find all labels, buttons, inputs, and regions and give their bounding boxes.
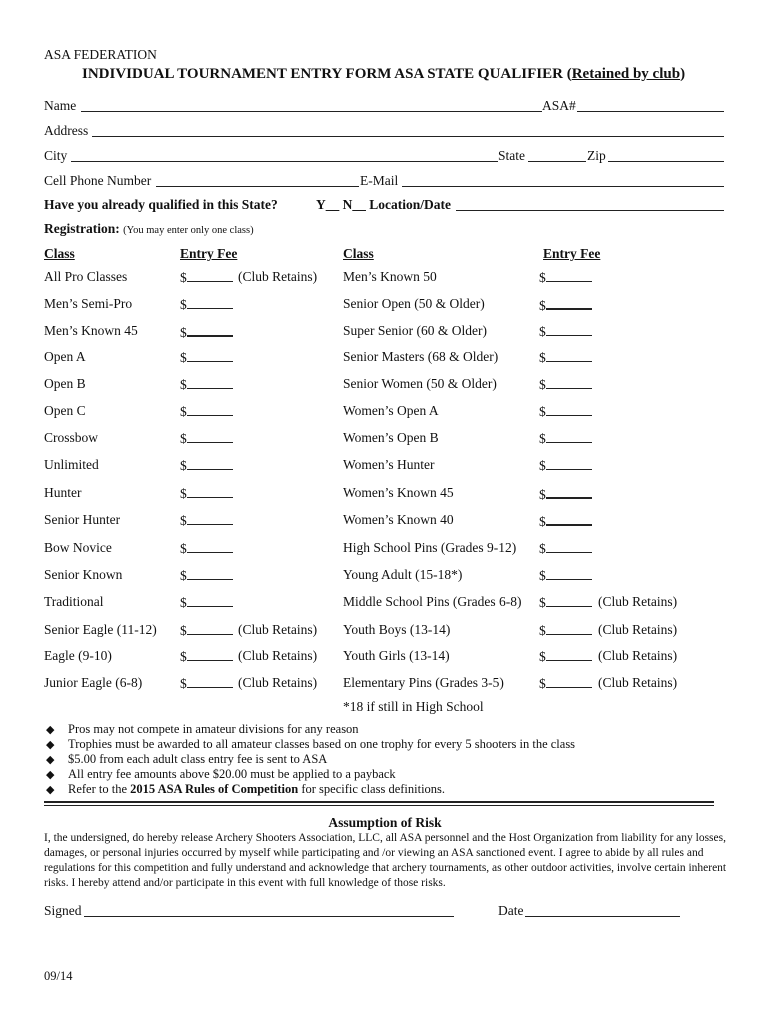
dollar-sign: $ <box>539 458 546 473</box>
dollar-sign: $ <box>539 649 546 664</box>
dollar-sign: $ <box>539 377 546 392</box>
dollar-sign: $ <box>180 270 187 285</box>
entry-fee-field[interactable] <box>539 622 592 639</box>
dollar-sign: $ <box>180 676 187 691</box>
fee-blank[interactable] <box>187 430 233 443</box>
entry-fee-field[interactable] <box>180 648 233 665</box>
dollar-sign: $ <box>180 568 187 583</box>
club-retains-note: (Club Retains) <box>598 622 678 637</box>
entry-fee-field[interactable] <box>180 323 233 341</box>
zip-label: Zip <box>587 148 606 163</box>
dollar-sign: $ <box>539 541 546 556</box>
diamond-bullet-icon: ◆ <box>46 739 55 751</box>
entry-fee-field[interactable] <box>180 376 233 393</box>
entry-fee-field[interactable] <box>539 269 592 286</box>
rule-item: Refer to the 2015 ASA Rules of Competition for specific class definitions. <box>68 782 446 796</box>
class-name: Women’s Open B <box>343 430 439 445</box>
club-retains-note: (Club Retains) <box>598 675 678 690</box>
dollar-sign: $ <box>539 404 546 419</box>
class-name: Crossbow <box>44 430 99 445</box>
entry-fee-field[interactable] <box>180 594 233 611</box>
class-name: Junior Eagle (6-8) <box>44 675 143 690</box>
dollar-sign: $ <box>180 350 187 365</box>
club-retains-note: (Club Retains) <box>238 648 318 663</box>
class-header-left: Class <box>44 246 75 261</box>
club-retains-note: (Club Retains) <box>238 622 318 637</box>
class-name: Eagle (9-10) <box>44 648 112 663</box>
fee-blank[interactable] <box>187 622 233 635</box>
state-label: State <box>498 148 525 163</box>
club-retains-note: (Club Retains) <box>598 648 678 663</box>
dollar-sign: $ <box>180 513 187 528</box>
asa-number-label: ASA# <box>542 98 576 113</box>
class-name: All Pro Classes <box>44 269 128 284</box>
club-retains-note: (Club Retains) <box>238 675 318 690</box>
address-field[interactable] <box>92 136 724 137</box>
entry-fee-field[interactable] <box>180 269 233 286</box>
entry-fee-field[interactable] <box>180 296 233 313</box>
fee-blank[interactable] <box>546 403 592 416</box>
entry-fee-header-right: Entry Fee <box>543 246 601 261</box>
double-rule-bottom <box>44 805 714 806</box>
form-code: 09/14 <box>44 969 73 983</box>
fee-blank[interactable] <box>546 648 592 661</box>
class-name: Traditional <box>44 594 104 609</box>
diamond-bullet-icon: ◆ <box>46 754 55 766</box>
class-name: Hunter <box>44 485 82 500</box>
class-name: Senior Eagle (11-12) <box>44 622 157 637</box>
dollar-sign: $ <box>180 486 187 501</box>
entry-fee-field[interactable] <box>180 675 233 692</box>
zip-field[interactable] <box>608 161 724 162</box>
fee-blank[interactable] <box>187 567 233 580</box>
class-name: Women’s Known 40 <box>343 512 454 527</box>
fee-blank[interactable] <box>546 622 592 635</box>
fee-blank[interactable] <box>546 296 592 310</box>
fee-blank[interactable] <box>187 512 233 525</box>
class-name: Bow Novice <box>44 540 112 555</box>
fee-blank[interactable] <box>546 567 592 580</box>
class-name: Unlimited <box>44 457 99 472</box>
dollar-sign: $ <box>539 431 546 446</box>
class-name: Middle School Pins (Grades 6-8) <box>343 594 522 609</box>
entry-fee-field[interactable] <box>180 622 233 639</box>
dollar-sign: $ <box>180 595 187 610</box>
class-name: Youth Girls (13-14) <box>343 648 450 663</box>
fee-blank[interactable] <box>546 430 592 443</box>
fee-blank[interactable] <box>187 675 233 688</box>
fee-blank[interactable] <box>546 349 592 362</box>
fee-blank[interactable] <box>187 269 233 282</box>
entry-fee-field[interactable] <box>539 457 592 474</box>
dollar-sign: $ <box>539 298 546 313</box>
entry-fee-field[interactable] <box>539 512 592 530</box>
entry-fee-header-left: Entry Fee <box>180 246 238 261</box>
fee-blank[interactable] <box>187 485 233 498</box>
email-label: E-Mail <box>360 173 399 188</box>
dollar-sign: $ <box>180 431 187 446</box>
dollar-sign: $ <box>180 541 187 556</box>
entry-fee-field[interactable] <box>180 540 233 557</box>
entry-fee-field[interactable] <box>539 648 592 665</box>
address-label: Address <box>44 123 89 138</box>
fee-blank[interactable] <box>546 376 592 389</box>
dollar-sign: $ <box>539 568 546 583</box>
entry-fee-field[interactable] <box>539 296 592 314</box>
entry-fee-field[interactable] <box>180 567 233 584</box>
date-field[interactable] <box>525 916 680 917</box>
entry-fee-field[interactable] <box>180 349 233 366</box>
location-date-field[interactable] <box>456 210 724 211</box>
class-name: Senior Hunter <box>44 512 121 527</box>
dollar-sign: $ <box>539 514 546 529</box>
class-name: Elementary Pins (Grades 3-5) <box>343 675 504 690</box>
class-name: Men’s Known 45 <box>44 323 138 338</box>
form-title: INDIVIDUAL TOURNAMENT ENTRY FORM ASA STATE QUALIFIER (Retained by club) <box>82 66 686 82</box>
class-name: Open A <box>44 349 86 364</box>
class-name: Open C <box>44 403 86 418</box>
dollar-sign: $ <box>539 324 546 339</box>
risk-text: I, the undersigned, do hereby release Archery Shooters Association, LLC, all ASA personnel and the Host Organization from liability for any losses, damages, or personal injuries occurred by myself while participating and /or viewing an ASA sanctioned event. I agree to abide by all rules and regulations for this competition and fully understand and acknowledge that archery tournaments, as other outdoor activities, involve certain inherent risks. I hereby attend and/or participate in this event with full knowledge of those risks. <box>44 832 727 889</box>
fee-blank[interactable] <box>187 648 233 661</box>
class-name: Open B <box>44 376 86 391</box>
class-name: Men’s Known 50 <box>343 269 437 284</box>
fee-blank[interactable] <box>187 296 233 309</box>
entry-fee-field[interactable] <box>539 323 592 340</box>
fee-blank[interactable] <box>187 323 233 337</box>
dollar-sign: $ <box>539 350 546 365</box>
entry-fee-field[interactable] <box>180 430 233 447</box>
class-name: Youth Boys (13-14) <box>343 622 451 637</box>
yes-no-location-label[interactable]: Y__ N__ Location/Date <box>316 197 451 212</box>
email-field[interactable] <box>402 186 724 187</box>
club-retains-note: (Club Retains) <box>238 269 318 284</box>
name-field[interactable] <box>81 111 542 112</box>
class-name: Women’s Hunter <box>343 457 435 472</box>
fee-blank[interactable] <box>187 594 233 607</box>
dollar-sign: $ <box>180 297 187 312</box>
rule-item: Trophies must be awarded to all amateur classes based on one trophy for every 5 shooters in the class <box>68 737 576 751</box>
entry-fee-field[interactable] <box>180 457 233 474</box>
city-field[interactable] <box>71 161 498 162</box>
club-retains-note: (Club Retains) <box>598 594 678 609</box>
class-name: Senior Masters (68 & Older) <box>343 349 499 364</box>
rule-item: $5.00 from each adult class entry fee is sent to ASA <box>68 752 328 766</box>
diamond-bullet-icon: ◆ <box>46 769 55 781</box>
class-name: High School Pins (Grades 9-12) <box>343 540 517 555</box>
asa-number-field[interactable] <box>577 111 724 112</box>
state-field[interactable] <box>528 161 586 162</box>
cell-phone-field[interactable] <box>156 186 359 187</box>
class-header-right: Class <box>343 246 374 261</box>
class-name: Young Adult (15-18*) <box>343 567 463 582</box>
dollar-sign: $ <box>539 487 546 502</box>
signed-label: Signed <box>44 903 82 918</box>
registration-heading: Registration: (You may enter only one class) <box>44 221 254 236</box>
dollar-sign: $ <box>180 404 187 419</box>
dollar-sign: $ <box>180 649 187 664</box>
dollar-sign: $ <box>180 325 187 340</box>
entry-fee-field[interactable] <box>539 675 592 692</box>
entry-fee-field[interactable] <box>539 403 592 420</box>
entry-fee-field[interactable] <box>539 567 592 584</box>
entry-fee-field[interactable] <box>180 512 233 529</box>
dollar-sign: $ <box>539 595 546 610</box>
fee-blank[interactable] <box>546 485 592 499</box>
entry-fee-field[interactable] <box>539 594 592 611</box>
dollar-sign: $ <box>539 270 546 285</box>
risk-title: Assumption of Risk <box>328 815 442 830</box>
dollar-sign: $ <box>180 458 187 473</box>
city-label: City <box>44 148 68 163</box>
diamond-bullet-icon: ◆ <box>46 724 55 736</box>
fee-blank[interactable] <box>546 512 592 526</box>
fee-blank[interactable] <box>546 594 592 607</box>
fee-blank[interactable] <box>546 269 592 282</box>
class-name: Women’s Known 45 <box>343 485 454 500</box>
class-name: Senior Women (50 & Older) <box>343 376 497 391</box>
diamond-bullet-icon: ◆ <box>46 784 55 796</box>
fee-blank[interactable] <box>187 376 233 389</box>
entry-fee-field[interactable] <box>539 540 592 557</box>
dollar-sign: $ <box>180 623 187 638</box>
rule-item: All entry fee amounts above $20.00 must be applied to a payback <box>68 767 396 781</box>
class-name: Super Senior (60 & Older) <box>343 323 487 338</box>
fee-blank[interactable] <box>187 403 233 416</box>
class-name: Senior Open (50 & Older) <box>343 296 485 311</box>
double-rule-top <box>44 801 714 803</box>
org-name: ASA FEDERATION <box>44 47 157 62</box>
fee-blank[interactable] <box>187 457 233 470</box>
fee-blank[interactable] <box>546 457 592 470</box>
entry-fee-field[interactable] <box>539 349 592 366</box>
date-label: Date <box>498 903 524 918</box>
fee-blank[interactable] <box>546 323 592 336</box>
dollar-sign: $ <box>539 676 546 691</box>
name-label: Name <box>44 98 77 113</box>
dollar-sign: $ <box>539 623 546 638</box>
signature-field[interactable] <box>84 916 454 917</box>
qualified-question: Have you already qualified in this State? <box>44 197 278 212</box>
entry-fee-field[interactable] <box>539 485 592 503</box>
rule-item: Pros may not compete in amateur divisions for any reason <box>68 722 359 736</box>
cell-phone-label: Cell Phone Number <box>44 173 152 188</box>
entry-fee-field[interactable] <box>180 485 233 502</box>
fee-blank[interactable] <box>546 675 592 688</box>
entry-fee-field[interactable] <box>539 376 592 393</box>
class-name: Senior Known <box>44 567 123 582</box>
class-name: Men’s Semi-Pro <box>44 296 133 311</box>
entry-fee-field[interactable] <box>180 403 233 420</box>
dollar-sign: $ <box>180 377 187 392</box>
fee-blank[interactable] <box>187 349 233 362</box>
class-name: Women’s Open A <box>343 403 439 418</box>
footnote: *18 if still in High School <box>343 699 484 714</box>
fee-blank[interactable] <box>187 540 233 553</box>
entry-fee-field[interactable] <box>539 430 592 447</box>
fee-blank[interactable] <box>546 540 592 553</box>
